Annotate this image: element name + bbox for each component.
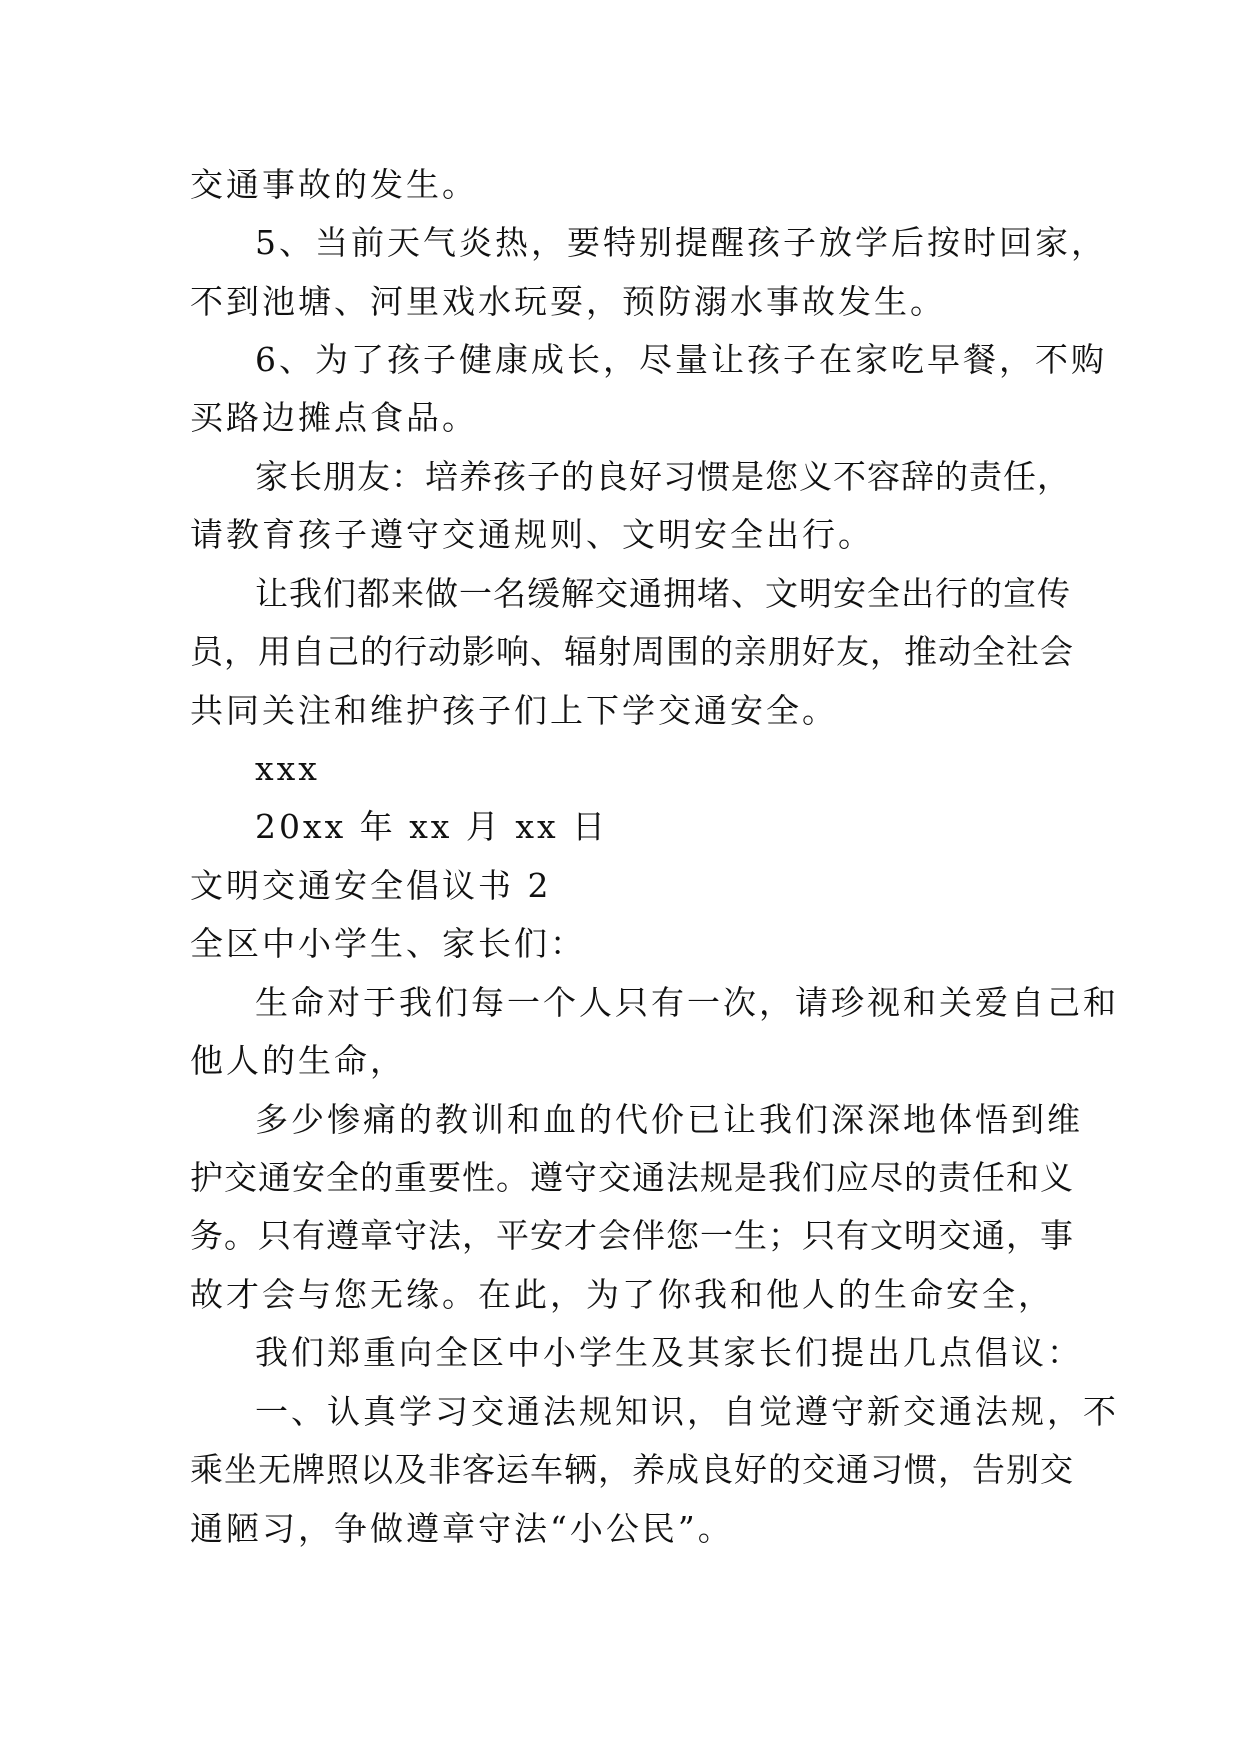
text-line: 故才会与您无缘。在此，为了你我和他人的生命安全， <box>190 1275 1054 1314</box>
text-line: 通陋习，争做遵章守法“小公民”。 <box>190 1509 734 1548</box>
text-line: 一、认真学习交通法规知识，自觉遵守新交通法规，不 <box>255 1392 1119 1431</box>
text-line: 家长朋友：培养孩子的良好习惯是您义不容辞的责任， <box>255 457 1071 496</box>
text-line: 不到池塘、河里戏水玩耍，预防溺水事故发生。 <box>190 282 946 321</box>
text-line: 6、为了孩子健康成长，尽量让孩子在家吃早餐，不购 <box>255 340 1107 379</box>
text-line: 生命对于我们每一个人只有一次，请珍视和关爱自己和 <box>255 983 1119 1022</box>
text-line: 护交通安全的重要性。遵守交通法规是我们应尽的责任和义 <box>190 1158 1074 1197</box>
salutation: 全区中小学生、家长们： <box>190 924 586 963</box>
text-line: 乘坐无牌照以及非客运车辆，养成良好的交通习惯，告别交 <box>190 1450 1074 1489</box>
text-line: 务。只有遵章守法，平安才会伴您一生；只有文明交通，事 <box>190 1216 1074 1255</box>
text-line: 请教育孩子遵守交通规则、文明安全出行。 <box>190 515 874 554</box>
text-line: 我们郑重向全区中小学生及其家长们提出几点倡议： <box>255 1333 1083 1372</box>
text-line: 买路边摊点食品。 <box>190 398 478 437</box>
text-line: 5、当前天气炎热，要特别提醒孩子放学后按时回家， <box>255 223 1107 262</box>
text-line: 他人的生命， <box>190 1041 406 1080</box>
text-line: 让我们都来做一名缓解交通拥堵、文明安全出行的宣传 <box>255 574 1071 613</box>
signature-date: 20xx 年 xx 月 xx 日 <box>255 807 609 846</box>
signature-name: xxx <box>255 749 320 788</box>
text-line: 多少惨痛的教训和血的代价已让我们深深地体悟到维 <box>255 1100 1083 1139</box>
section-title: 文明交通安全倡议书 2 <box>190 866 552 905</box>
text-line: 员，用自己的行动影响、辐射周围的亲朋好友，推动全社会 <box>190 632 1074 671</box>
text-line: 交通事故的发生。 <box>190 165 478 204</box>
text-line: 共同关注和维护孩子们上下学交通安全。 <box>190 691 838 730</box>
